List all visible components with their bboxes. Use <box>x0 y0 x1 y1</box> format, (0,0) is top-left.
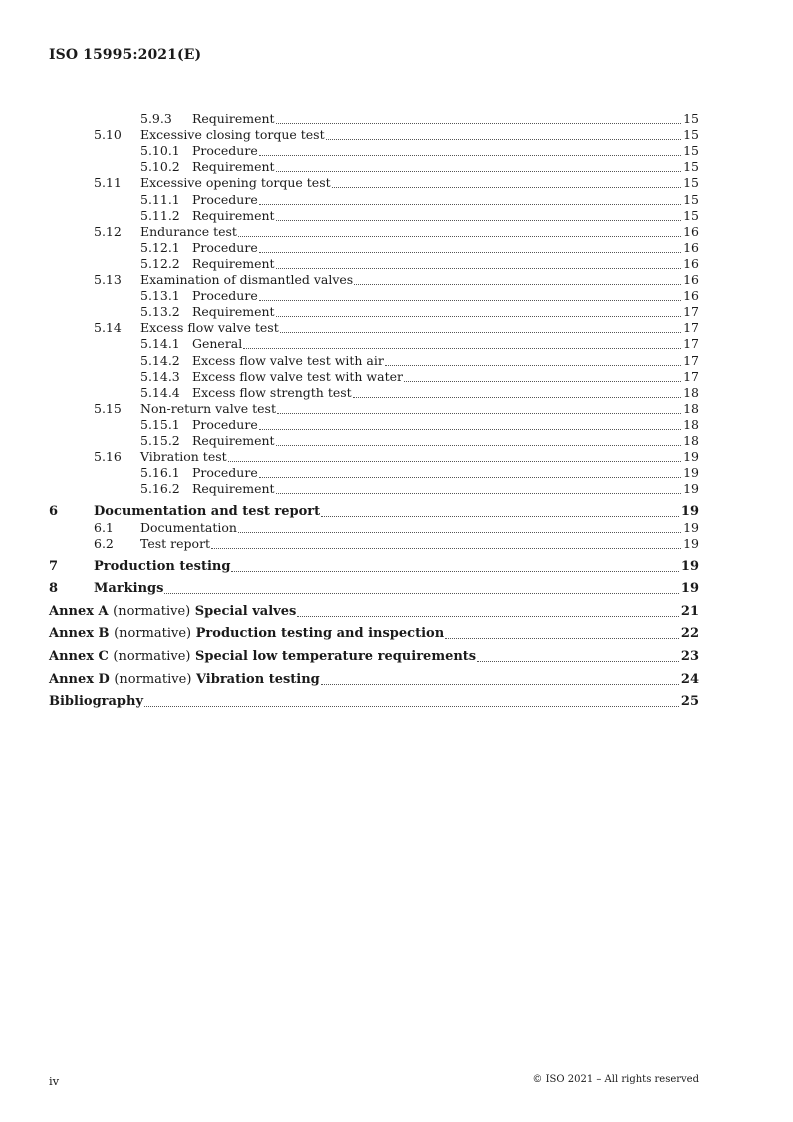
toc-entry-number: 5.12.2 <box>140 255 180 271</box>
toc-entry-title-group <box>192 256 275 272</box>
dot-leader <box>259 476 681 478</box>
dot-leader <box>276 444 682 446</box>
toc-entry[interactable] <box>49 449 699 465</box>
dot-leader <box>243 347 681 349</box>
copyright-notice: © ISO 2021 – All rights reserved <box>532 1074 699 1085</box>
toc-entry-page: 19 <box>680 558 699 574</box>
toc-entry-title: Excess flow valve test with air <box>192 352 384 368</box>
toc-entry-number: 5.14.4 <box>140 384 180 400</box>
toc-entry-page: 16 <box>683 288 699 304</box>
toc-entry-title: Requirement <box>192 159 275 175</box>
toc-entry-page: 17 <box>683 336 699 352</box>
toc-entry[interactable] <box>49 159 699 175</box>
toc-entry-title-group <box>192 288 258 304</box>
toc-entry-title-line <box>140 449 699 465</box>
toc-entry-number: 5.11.1 <box>140 191 180 207</box>
toc-entry-title-group <box>94 504 320 520</box>
annex-normative-note: (normative) <box>113 649 191 664</box>
dot-leader <box>277 412 681 414</box>
dot-leader <box>297 615 679 617</box>
toc-entry-title-line <box>140 127 699 143</box>
toc-entry-title-line <box>49 604 699 620</box>
toc-entry-title: Excess flow valve test with water <box>192 368 403 384</box>
toc-entry-title-group <box>192 143 258 159</box>
dot-leader <box>276 492 682 494</box>
toc-entry-title-group <box>49 649 476 665</box>
toc-entry-title-line <box>192 481 699 497</box>
toc-entry-title: Procedure <box>192 239 258 255</box>
toc-entry-number: 5.16 <box>94 449 122 465</box>
annex-normative-note: (normative) <box>114 626 192 642</box>
toc-entry-page: 22 <box>680 626 699 642</box>
toc-entry[interactable] <box>49 504 699 520</box>
toc-entry-title-line <box>140 272 699 288</box>
toc-entry-title: Excess flow valve test <box>140 320 279 336</box>
toc-entry-title-line <box>192 336 699 352</box>
dot-leader <box>276 315 682 317</box>
toc-entry-number: 6.1 <box>94 519 114 535</box>
toc-entry-title-line <box>140 401 699 417</box>
toc-entry-number: 5.9.3 <box>140 111 172 127</box>
toc-entry-title-line <box>192 143 699 159</box>
toc-entry[interactable] <box>49 604 699 620</box>
toc-entry-page: 15 <box>683 207 699 223</box>
dot-leader <box>276 122 682 124</box>
toc-entry-title: Bibliography <box>49 694 144 710</box>
toc-entry-title-group <box>140 536 210 552</box>
toc-entry[interactable] <box>49 481 699 497</box>
toc-entry-title-line <box>94 504 699 520</box>
dot-leader <box>385 364 681 366</box>
toc-entry-title: Test report <box>140 536 211 552</box>
toc-entry-number: 5.12.1 <box>140 239 180 255</box>
dot-leader <box>321 683 679 685</box>
toc-entry[interactable] <box>49 536 699 552</box>
toc-entry-page: 19 <box>683 519 699 535</box>
toc-entry-title: Vibration test <box>140 449 227 465</box>
toc-entry[interactable] <box>49 111 699 127</box>
toc-entry-page: 23 <box>680 649 699 664</box>
toc-entry[interactable] <box>49 649 699 665</box>
toc-entry-title-line <box>192 465 699 481</box>
toc-entry-title: Production testing and inspection <box>195 626 445 642</box>
toc-entry[interactable] <box>49 626 699 642</box>
toc-entry-title-group <box>140 520 237 536</box>
toc-entry-number: 5.13 <box>94 272 122 288</box>
toc-entry-page: 15 <box>683 191 699 207</box>
dot-leader <box>445 637 679 639</box>
toc-entry-title-line <box>140 175 699 191</box>
toc-entry-title: Requirement <box>192 207 275 223</box>
dot-leader <box>332 186 681 188</box>
toc-entry-number: 5.10 <box>94 127 122 143</box>
dot-leader <box>164 592 678 594</box>
toc-entry-title: Excessive opening torque test <box>140 175 331 191</box>
annex-label: Annex B <box>49 626 110 642</box>
toc-entry[interactable] <box>49 352 699 368</box>
toc-entry-page: 15 <box>683 175 699 191</box>
dot-leader <box>259 203 681 205</box>
toc-entry-title: Procedure <box>192 416 258 432</box>
toc-entry-number: 5.16.2 <box>140 481 180 497</box>
toc-entry[interactable] <box>49 143 699 159</box>
toc-entry-title: Non-return valve test <box>140 400 276 416</box>
toc-entry-page: 16 <box>683 272 699 288</box>
toc-entry-title-group <box>192 417 258 433</box>
dot-leader <box>276 219 682 221</box>
toc-entry[interactable] <box>49 127 699 143</box>
toc-entry-page: 15 <box>683 143 699 159</box>
toc-entry-number: 5.11.2 <box>140 207 180 223</box>
toc-entry-number: 5.16.1 <box>140 465 180 481</box>
toc-entry-title-group <box>140 401 276 417</box>
dot-leader <box>238 235 681 237</box>
toc-entry-title-group <box>94 559 230 575</box>
toc-entry-title-group <box>192 353 384 369</box>
toc-entry-page: 19 <box>683 536 699 552</box>
toc-entry[interactable] <box>49 175 699 191</box>
toc-entry-title: Requirement <box>192 432 275 448</box>
toc-entry-number: 7 <box>49 558 59 574</box>
dot-leader <box>477 660 679 662</box>
dot-leader <box>280 331 681 333</box>
toc-entry-page: 15 <box>683 159 699 175</box>
toc-entry-number: 5.15.2 <box>140 432 180 448</box>
toc-entry-title-line <box>192 369 699 385</box>
toc-entry-page: 17 <box>683 368 699 384</box>
annex-label: Annex A <box>49 603 109 619</box>
toc-entry-title-group <box>192 385 352 401</box>
toc-entry-title-line <box>49 626 699 642</box>
toc-entry-page: 19 <box>683 449 699 465</box>
toc-entry-title-group <box>192 208 275 224</box>
toc-entry-title: Requirement <box>192 481 275 497</box>
toc-entry-title-group <box>140 127 325 143</box>
dot-leader <box>276 267 682 269</box>
dot-leader <box>276 170 682 172</box>
toc-entry[interactable] <box>49 288 699 304</box>
toc-entry-title-group <box>192 465 258 481</box>
page-number: iv <box>49 1074 60 1088</box>
toc-entry-page: 18 <box>683 416 699 432</box>
dot-leader <box>231 570 678 572</box>
toc-entry[interactable] <box>49 672 699 688</box>
document-id: ISO 15995:2021(E) <box>49 47 202 63</box>
toc-entry-page: 21 <box>680 603 699 619</box>
toc-entry[interactable] <box>49 240 699 256</box>
toc-entry-title: Procedure <box>192 143 258 159</box>
toc-entry[interactable] <box>49 208 699 224</box>
annex-normative-note: (normative) <box>113 603 191 619</box>
dot-leader <box>211 547 681 549</box>
toc-entry[interactable] <box>49 465 699 481</box>
toc-entry-number: 5.14.3 <box>140 368 180 384</box>
toc-entry-title: Vibration testing <box>195 671 320 687</box>
toc-entry-page: 24 <box>680 671 699 687</box>
toc-entry-title-line <box>192 353 699 369</box>
toc-entry-page: 15 <box>683 111 699 127</box>
toc-entry-title: Endurance test <box>140 223 237 239</box>
toc-entry-title: Requirement <box>192 255 275 271</box>
toc-entry-title-line <box>192 304 699 320</box>
toc-entry-title-group <box>140 272 353 288</box>
toc-entry-title-group <box>192 433 275 449</box>
annex-label: Annex D <box>49 671 110 687</box>
toc-entry-title-line <box>192 288 699 304</box>
toc-entry-number: 5.14.2 <box>140 352 180 368</box>
toc-entry-title-line <box>49 649 699 665</box>
toc-entry-page: 18 <box>683 384 699 400</box>
toc-entry[interactable] <box>49 256 699 272</box>
dot-leader <box>259 428 681 430</box>
toc-entry-title-line <box>94 581 699 597</box>
toc-entry-page: 18 <box>683 432 699 448</box>
toc-entry-number: 5.14.1 <box>140 336 180 352</box>
toc-entry-title-group <box>49 694 143 710</box>
toc-entry-title-line <box>192 433 699 449</box>
toc-entry-number: 5.11 <box>94 175 122 191</box>
toc-entry-page: 16 <box>683 239 699 255</box>
toc-entry-number: 5.12 <box>94 223 122 239</box>
toc-entry-title: Procedure <box>192 465 258 481</box>
toc-entry-number: 5.15.1 <box>140 416 180 432</box>
toc-entry-title-line <box>49 672 699 688</box>
toc-entry-title: Procedure <box>192 288 258 304</box>
toc-entry-title-line <box>192 256 699 272</box>
toc-entry-page: 18 <box>683 400 699 416</box>
toc-entry-title-line <box>192 385 699 401</box>
toc-entry-number: 5.14 <box>94 320 122 336</box>
toc-entry-title-line <box>49 694 699 710</box>
toc-entry-title-group <box>49 672 320 688</box>
dot-leader <box>238 531 681 533</box>
toc-entry-page: 17 <box>683 304 699 320</box>
toc-entry-title-line <box>192 192 699 208</box>
toc-entry-title-group <box>192 304 275 320</box>
toc-entry-page: 17 <box>683 320 699 336</box>
toc-entry-title-group <box>140 320 279 336</box>
toc-entry-title-line <box>192 417 699 433</box>
annex-label: Annex C <box>49 649 109 664</box>
toc-entry-title: Documentation and test report <box>94 503 321 519</box>
toc-entry-title-group <box>192 159 275 175</box>
toc-entry-title: Documentation <box>140 519 237 535</box>
toc-entry-title: Markings <box>94 581 164 597</box>
table-of-contents <box>49 111 699 710</box>
toc-entry[interactable] <box>49 224 699 240</box>
toc-entry[interactable] <box>49 559 699 575</box>
toc-entry-title-line <box>192 240 699 256</box>
dot-leader <box>228 460 681 462</box>
toc-entry-title-group <box>192 369 403 385</box>
toc-entry-title-line <box>140 320 699 336</box>
toc-entry-title: Requirement <box>192 304 275 320</box>
toc-entry-number: 5.15 <box>94 400 122 416</box>
toc-entry-title-group <box>49 626 444 642</box>
toc-entry-title-line <box>94 559 699 575</box>
dot-leader <box>404 380 681 382</box>
toc-entry-title-group <box>192 192 258 208</box>
dot-leader <box>259 154 681 156</box>
toc-entry-title: Production testing <box>94 558 231 574</box>
dot-leader <box>321 515 679 517</box>
toc-entry[interactable] <box>49 336 699 352</box>
toc-entry[interactable] <box>49 520 699 536</box>
toc-entry-title: Procedure <box>192 191 258 207</box>
toc-entry-page: 19 <box>683 481 699 497</box>
toc-entry-title-line <box>140 520 699 536</box>
toc-entry-title: Requirement <box>192 111 275 127</box>
toc-entry-title-group <box>192 111 275 127</box>
toc-entry[interactable] <box>49 385 699 401</box>
toc-entry-number: 8 <box>49 581 59 597</box>
toc-entry-title-group <box>140 449 227 465</box>
toc-entry-title-group <box>192 481 275 497</box>
toc-entry-title-line <box>140 224 699 240</box>
toc-entry-page: 19 <box>683 465 699 481</box>
toc-entry-title-line <box>192 111 699 127</box>
toc-entry-page: 15 <box>683 127 699 143</box>
toc-entry-title: General <box>192 336 243 352</box>
toc-entry-title: Special low temperature requirements <box>195 649 477 664</box>
toc-entry[interactable] <box>49 191 699 207</box>
toc-entry-page: 25 <box>680 694 699 710</box>
toc-entry[interactable] <box>49 417 699 433</box>
toc-entry-title-line <box>192 159 699 175</box>
toc-entry[interactable] <box>49 320 699 336</box>
dot-leader <box>326 138 681 140</box>
annex-normative-note: (normative) <box>114 671 192 687</box>
dot-leader <box>354 283 681 285</box>
dot-leader <box>259 299 681 301</box>
toc-entry-title-group <box>192 336 242 352</box>
toc-entry[interactable] <box>49 272 699 288</box>
toc-entry-title-line <box>192 208 699 224</box>
toc-entry[interactable] <box>49 401 699 417</box>
dot-leader <box>144 705 679 707</box>
toc-entry-title-group <box>140 175 331 191</box>
toc-entry-number: 6.2 <box>94 536 114 552</box>
toc-entry-page: 16 <box>683 223 699 239</box>
toc-entry[interactable] <box>49 581 699 597</box>
toc-entry-title-group <box>192 240 258 256</box>
toc-entry-number: 5.13.2 <box>140 304 180 320</box>
toc-entry-number: 6 <box>49 503 59 519</box>
toc-entry-number: 5.13.1 <box>140 288 180 304</box>
toc-entry-title: Excess flow strength test <box>192 384 352 400</box>
toc-entry-page: 19 <box>680 581 699 597</box>
toc-entry[interactable] <box>49 369 699 385</box>
toc-entry-title: Examination of dismantled valves <box>140 272 354 288</box>
toc-entry-title: Special valves <box>194 603 297 619</box>
toc-entry-title: Excessive closing torque test <box>140 127 325 143</box>
toc-entry-number: 5.10.1 <box>140 143 180 159</box>
toc-entry-title-group <box>94 581 163 597</box>
dot-leader <box>259 251 681 253</box>
toc-entry[interactable] <box>49 433 699 449</box>
toc-entry[interactable] <box>49 694 699 710</box>
toc-entry[interactable] <box>49 304 699 320</box>
toc-entry-title-line <box>140 536 699 552</box>
toc-entry-page: 19 <box>680 503 699 519</box>
dot-leader <box>353 396 681 398</box>
toc-entry-title-group <box>140 224 237 240</box>
toc-entry-number: 5.10.2 <box>140 159 180 175</box>
toc-entry-title-group <box>49 604 296 620</box>
toc-entry-page: 17 <box>683 352 699 368</box>
toc-entry-page: 16 <box>683 255 699 271</box>
